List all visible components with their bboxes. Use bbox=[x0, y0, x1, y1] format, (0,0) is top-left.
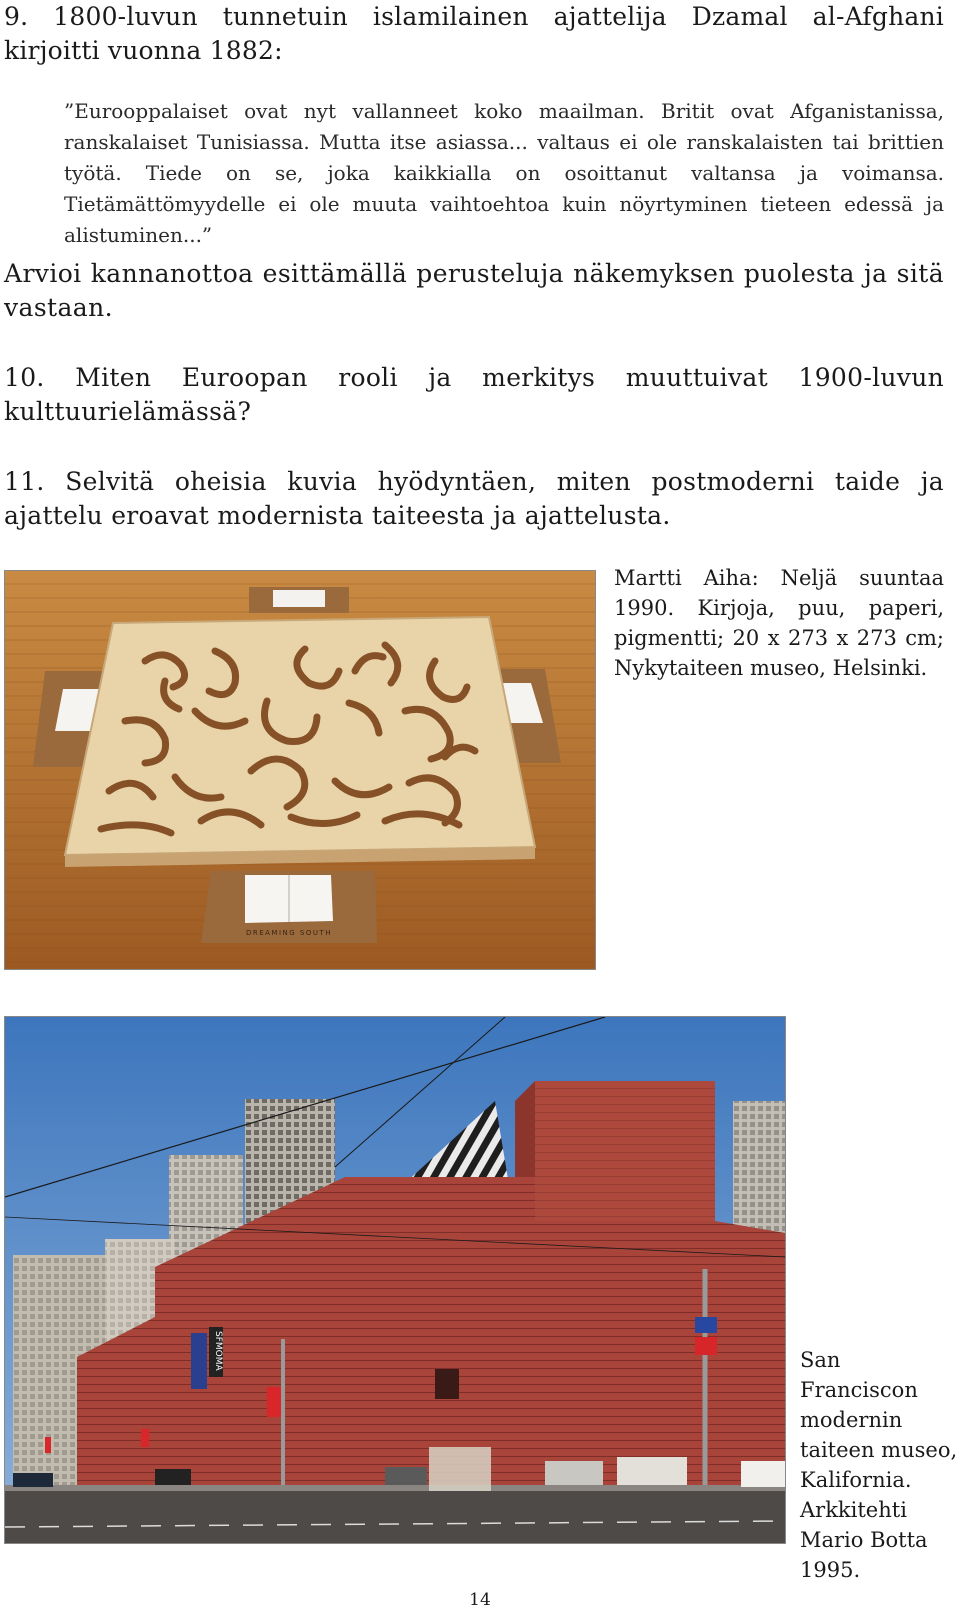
artwork-photo bbox=[4, 570, 596, 970]
book-box-top bbox=[249, 587, 349, 613]
artwork-caption: Martti Aiha: Neljä suuntaa 1990. Kirjoja, puu, paperi, pigmentti; 20 x 273 x 273 cm; Nykytaiteen museo, Helsinki. bbox=[614, 566, 944, 680]
banner-blue bbox=[191, 1333, 207, 1389]
patterned-panel bbox=[65, 617, 535, 867]
question-10-text: 10. Miten Euroopan rooli ja merkitys muuttuivat 1900-luvun kulttuurielämässä? bbox=[4, 363, 944, 426]
street bbox=[5, 1487, 785, 1543]
box-inscription: DREAMING SOUTH bbox=[245, 929, 333, 937]
question-9-text: 9. 1800-luvun tunnetuin islamilainen ajattelija Dzamal al-Afghani kirjoitti vuonna 1882: bbox=[4, 2, 944, 65]
book-box-bottom bbox=[201, 871, 377, 943]
question-11-text: 11. Selvitä oheisia kuvia hyödyntäen, miten postmoderni taide ja ajattelu eroavat modernista taiteesta ja ajattelusta. bbox=[4, 467, 944, 530]
banner-text: SFMOMA bbox=[213, 1331, 223, 1371]
page-number: 14 bbox=[469, 1590, 491, 1610]
museum-caption: San Franciscon modernin taiteen museo, Kalifornia. Arkkitehti Mario Botta 1995. bbox=[800, 1348, 958, 1582]
question-9-task: Arvioi kannanottoa esittämällä perusteluja näkemyksen puolesta ja sitä vastaan. bbox=[4, 259, 944, 322]
museum-photo bbox=[4, 1016, 786, 1544]
afghani-quote: ”Eurooppalaiset ovat nyt vallanneet koko maailman. Britit ovat Afganistanissa, ranskalaiset Tunisiassa. Mutta itse asiassa... valtaus ei ole ranskalaisten tai brittien työtä. Tiede on se, joka kaikkialla on osoittanut valtansa ja voimansa. Tietämättömyydelle ei ole muuta vaihtoehtoa kuin nöyrtyminen tieteen edessä ja alistuminen...” bbox=[64, 99, 944, 247]
